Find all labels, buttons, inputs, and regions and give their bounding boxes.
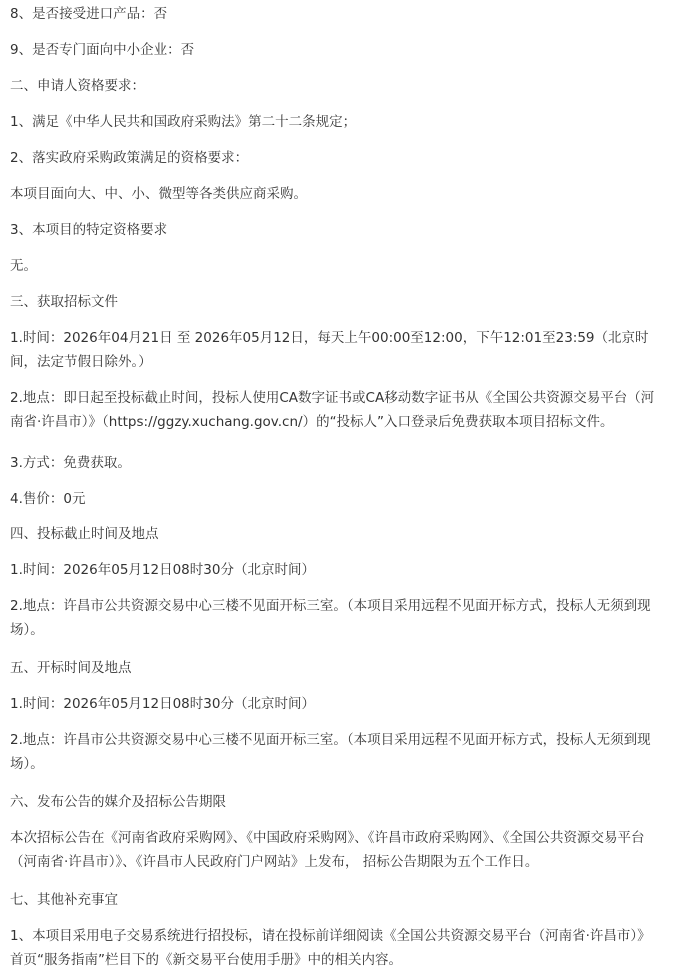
section-6-body: 本次招标公告在《河南省政府采购网》、《中国政府采购网》、《许昌市政府采购网》、《全国公共资源交易平台（河南省·许昌市）》、《许昌市人民政府门户网站》上发布， 招标公告期限为五个工作日。 <box>10 830 645 870</box>
section-5-heading: 五、开标时间及地点 <box>10 660 132 676</box>
section-6-heading: 六、发布公告的媒介及招标公告期限 <box>10 794 226 810</box>
section-2-item-2-body: 本项目面向大、中、小、微型等各类供应商采购。 <box>10 186 307 202</box>
section-2-item-3: 3、本项目的特定资格要求 <box>10 222 168 238</box>
section-7-item-1: 1、本项目采用电子交易系统进行招投标，请在投标前详细阅读《全国公共资源交易平台（河南省·许昌市）》首页“服务指南”栏目下的《新交易平台使用手册》中的相关内容。 <box>10 928 651 968</box>
section-2-item-1: 1、满足《中华人民共和国政府采购法》第二十二条规定； <box>10 114 357 130</box>
section-4-heading: 四、投标截止时间及地点 <box>10 526 159 542</box>
section-5-time: 1.时间：2026年05月12日08时30分（北京时间） <box>10 696 315 712</box>
section-3-time: 1.时间：2026年04月21日 至 2026年05月12日，每天上午00:00至12:00，下午12:01至23:59（北京时间，法定节假日除外。） <box>10 330 649 370</box>
section-5-location: 2.地点：许昌市公共资源交易中心三楼不见面开标三室。（本项目采用远程不见面开标方式，投标人无须到现场）。 <box>10 732 651 772</box>
section-3-location: 2.地点：即日起至投标截止时间，投标人使用CA数字证书或CA移动数字证书从《全国公共资源交易平台（河南省·许昌市）》（https://ggzy.xuchang.gov.cn/）的“投标人”入口登录后免费获取本项目招标文件。 <box>10 390 655 430</box>
section-4-location: 2.地点：许昌市公共资源交易中心三楼不见面开标三室。（本项目采用远程不见面开标方式，投标人无须到现场）。 <box>10 598 651 638</box>
item-9-sme: 9、是否专门面向中小企业：否 <box>10 42 195 58</box>
section-2-heading: 二、申请人资格要求： <box>10 78 145 94</box>
section-7-heading: 七、其他补充事宜 <box>10 892 118 908</box>
section-4-time: 1.时间：2026年05月12日08时30分（北京时间） <box>10 562 315 578</box>
section-3-price: 4.售价：0元 <box>10 491 86 507</box>
section-3-method: 3.方式：免费获取。 <box>10 455 131 471</box>
section-2-item-3-body: 无。 <box>10 258 37 274</box>
section-3-heading: 三、获取招标文件 <box>10 294 118 310</box>
item-8-import: 8、是否接受进口产品：否 <box>10 6 168 22</box>
section-2-item-2: 2、落实政府采购政策满足的资格要求： <box>10 150 249 166</box>
